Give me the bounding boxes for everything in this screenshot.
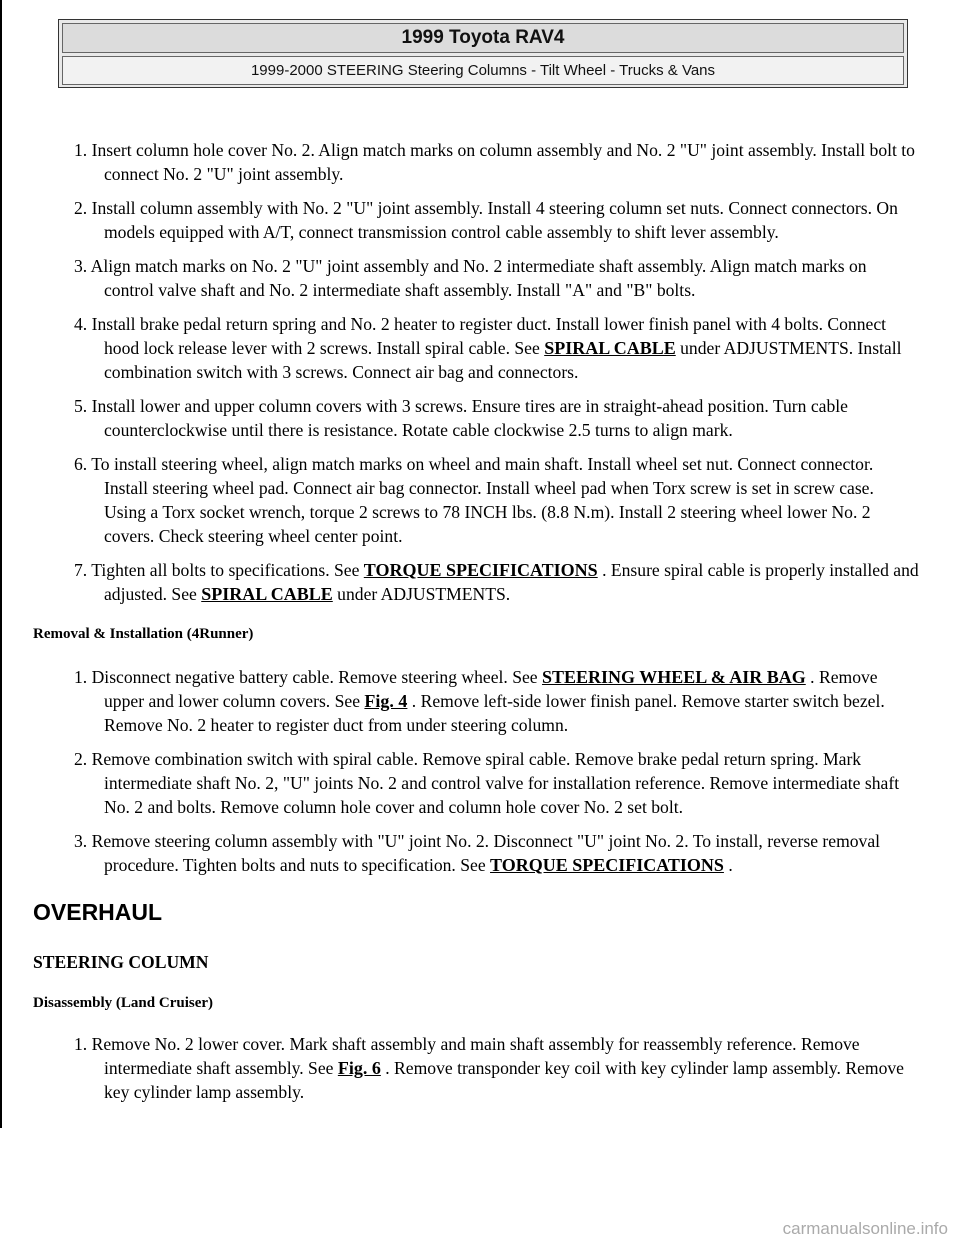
list-item-text: 4. Install brake pedal return spring and No. 2 heater to register duct. Install lower finish panel with 4 bolts. Connect hood lock release lever with 2 screws. Install spiral cable. See <box>74 314 887 358</box>
steering-column-heading: STEERING COLUMN <box>33 952 209 972</box>
list-item-text: . Remove upper and lower column covers. See <box>104 667 878 711</box>
cross-reference-link[interactable]: SPIRAL CABLE <box>544 338 676 358</box>
list-item-text: 6. To install steering wheel, align match marks on wheel and main shaft. Install wheel set nut. Connect connector. Install steering wheel pad. Connect air bag connector. Install wheel pad when Torx screw is set in screw case. Using a Torx socket wrench, torque 2 screws to 78 INCH lbs. (8.8 N.m). Install 2 steering wheel lower No. 2 covers. Check steering wheel center point. <box>74 454 874 546</box>
list-item-text: 3. Remove steering column assembly with "U" joint No. 2. Disconnect "U" joint No. 2. To install, reverse removal procedure. Tighten bolts and nuts to specification. See <box>74 831 881 875</box>
list-item-text: under ADJUSTMENTS. <box>332 584 511 604</box>
installation-steps-list <box>0 138 960 606</box>
disassembly-steps-list <box>0 1032 960 1104</box>
document-title: 1999 Toyota RAV4 <box>62 23 904 53</box>
list-item-text: . Remove left-side lower finish panel. Remove starter switch bezel. Remove No. 2 heater to register duct from under steering column. <box>104 691 885 735</box>
list-item-text: 1. Remove No. 2 lower cover. Mark shaft assembly and main shaft assembly for reassembly reference. Remove intermediate shaft assembly. See <box>74 1034 860 1078</box>
list-item <box>74 1032 920 1104</box>
list-item-text: 2. Install column assembly with No. 2 "U" joint assembly. Install 4 steering column set nuts. Connect connectors. On models equipped with A/T, connect transmission control cable assembly to shift lever assembly. <box>74 198 898 242</box>
list-item-text: 3. Align match marks on No. 2 "U" joint assembly and No. 2 intermediate shaft assembly. Align match marks on control valve shaft and No. 2 intermediate shaft assembly. Install "A" and "B" bolts. <box>74 256 867 300</box>
removal-steps-list <box>0 665 960 877</box>
list-item-text: . <box>723 855 733 875</box>
list-item <box>74 558 920 606</box>
section-heading-removal-4runner: Removal & Installation (4Runner) <box>33 626 254 642</box>
list-item-text: . Remove transponder key coil with key cylinder lamp assembly. Remove key cylinder lamp assembly. <box>104 1058 904 1102</box>
cross-reference-link[interactable]: Fig. 4 <box>364 691 408 711</box>
cross-reference-link[interactable]: Fig. 6 <box>337 1058 381 1078</box>
list-item <box>74 312 920 384</box>
watermark-text: carmanualsonline.info <box>782 1219 948 1238</box>
document-subtitle: 1999-2000 STEERING Steering Columns - Tilt Wheel - Trucks & Vans <box>62 56 904 85</box>
section-heading-disassembly: Disassembly (Land Cruiser) <box>33 995 214 1011</box>
document-header <box>58 19 908 88</box>
list-item <box>74 452 920 548</box>
list-item-text: . Ensure spiral cable is properly installed and adjusted. See <box>104 560 919 604</box>
document-body <box>0 138 960 1114</box>
list-item <box>74 747 920 819</box>
cross-reference-link[interactable]: TORQUE SPECIFICATIONS <box>363 560 598 580</box>
list-item-text: under ADJUSTMENTS. Install combination switch with 3 screws. Connect air bag and connectors. <box>104 338 902 382</box>
cross-reference-link[interactable]: STEERING WHEEL & AIR BAG <box>542 667 806 687</box>
list-item <box>74 665 920 737</box>
list-item-text: 1. Insert column hole cover No. 2. Align match marks on column assembly and No. 2 "U" joint assembly. Install bolt to connect No. 2 "U" joint assembly. <box>74 140 915 184</box>
list-item <box>74 394 920 442</box>
cross-reference-link[interactable]: TORQUE SPECIFICATIONS <box>490 855 724 875</box>
list-item <box>74 138 920 186</box>
list-item-text: 5. Install lower and upper column covers with 3 screws. Ensure tires are in straight-ahead position. Turn cable counterclockwise until there is resistance. Rotate cable clockwise 2.5 turns to align mark. <box>74 396 848 440</box>
list-item <box>74 829 920 877</box>
cross-reference-link[interactable]: SPIRAL CABLE <box>201 584 333 604</box>
list-item <box>74 254 920 302</box>
list-item-text: 1. Disconnect negative battery cable. Remove steering wheel. See <box>74 667 543 687</box>
list-item <box>74 196 920 244</box>
overhaul-heading: OVERHAUL <box>33 899 163 925</box>
list-item-text: 2. Remove combination switch with spiral cable. Remove spiral cable. Remove brake pedal return spring. Mark intermediate shaft No. 2, "U" joints No. 2 and control valve for installation reference. Remove intermediate shaft No. 2 and bolts. Remove column hole cover and column hole cover No. 2 set bolt. <box>74 749 900 817</box>
list-item-text: 7. Tighten all bolts to specifications. See <box>74 560 364 580</box>
